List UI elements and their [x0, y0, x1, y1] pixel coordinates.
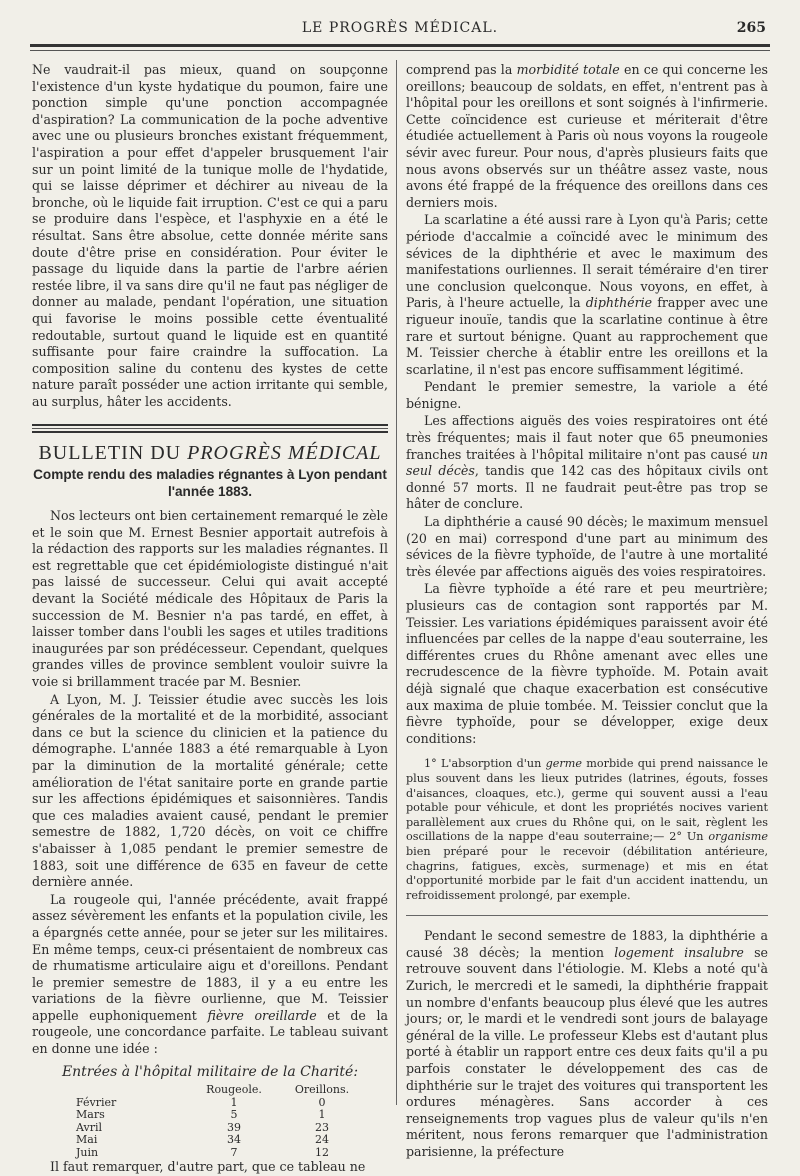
table-row: Février 1 0: [76, 1095, 326, 1109]
paragraph-second-semestre: Pendant le second semestre de 1883, la diphthérie a causé 38 décès; la mention logement insalubre se retrouve souvent dans l'étiologie. M. Klebs a noté qu'à Zurich, le mercredi et le samedi, la diphthérie frappait un nombre d'enfants beaucoup plus élevé que les autres jours; or, le mardi et le vendredi sont jours de balayage général de la ville. Le professeur Klebs est d'autant plus porté à établir un rapport entre ces deux faits qu'il a pu parfois constater le développement des cas de diphthérie sur le trajet des voitures qui transportent les ordures ménagères. Sans accorder à ces renseignements trop vagues plus de valeur qu'ils n'en méritent, nous ferons remarquer que l'administration parisienne, la préfecture: [406, 928, 768, 1159]
right-column: [406, 62, 768, 1161]
page-header: [30, 18, 770, 40]
admissions-table: [72, 1084, 366, 1159]
article-subtitle: Compte rendu des maladies régnantes à Lyon pendant l'année 1883.: [33, 467, 387, 500]
note-separator: [406, 915, 768, 916]
paragraph-morbidite: comprend pas la morbidité totale en ce qui concerne les oreillons; beaucoup de soldats, en effet, n'entrent pas à l'hôpital pour les oreillons et sont soignés à l'infirmerie. Cette coïncidence est curieuse et mériterait d'être étudiée actuellement à Paris où nous voyons la rougeole sévir avec fureur. Pour nous, d'après plusieurs faits que nous avons observés sur un théâtre assez vaste, nous avons été frappé de la fréquence des oreillons dans ces derniers mois.: [406, 62, 768, 210]
page-number: 265: [736, 20, 766, 36]
table-row: Mai 34 24: [76, 1133, 329, 1147]
paragraph-variole: Pendant le premier semestre, la variole a été bénigne.: [406, 379, 768, 411]
bulletin-title: [32, 442, 388, 465]
conditions-note: 1° L'absorption d'un germe morbide qui prend naissance le plus souvent dans les lieux putrides (latrines, égouts, fosses d'aisances, cloaques, etc.), germe qui souvent aussi a l'eau potable pour véhicule, et dont les propriétés nocives varient parallèlement aux crues du Rhône qui, on le sait, règlent les oscillations de la nappe d'eau souterraine;— 2° Un organisme bien préparé pour le recevoir (débilitation antérieure, chagrins, fatigues, excès, surmenage) et mis en état d'opportunité morbide par le fait d'un accident inattendu, un refroidissement prolongé, par exemple.: [406, 757, 768, 902]
paragraph-besnier: Nos lecteurs ont bien certainement remarqué le zèle et le soin que M. Ernest Besnier apportait autrefois à la rédaction des rapports sur les maladies régnantes. Il est regrettable que cet épidémiologiste distingué n'ait pas laissé de successeur. Celui qui avait accepté devant la Société médicale des Hôpitaux de Paris la succession de M. Besnier n'a pas tardé, en effet, à laisser tomber dans l'oubli les sages et utiles traditions inaugurées par son prédécesseur. Cependant, quelques grandes villes de province semblent vouloir suivre la voie si brillamment tracée par M. Besnier.: [32, 508, 389, 689]
column-header-rougeole: Rougeole.: [206, 1083, 262, 1097]
paragraph-typhoide: La fièvre typhoïde a été rare et peu meurtrière; plusieurs cas de contagion sont rapportés par M. Teissier. Les variations épidémiques paraissent avoir été influencées par celles de la nappe d'eau souterraine, les différentes crues du Rhône amenant avec elles une recrudescence de la fièvre typhoïde. M. Potain avait déjà signalé que chaque exacerbation est consécutive aux maxima de pluie tombée. M. Teissier conclut que la fièvre typhoïde, pour se développer, exige deux conditions:: [406, 581, 768, 746]
left-column: [32, 62, 388, 1176]
section-separator: [32, 424, 388, 433]
paragraph-rougeole: La rougeole qui, l'année précédente, avait frappé assez sévèrement les enfants et la population civile, les a épargnés cette année, pour se jeter sur les militaires. En même temps, ceux-ci présentaient de nombreux cas de rhumatisme articulaire aigu et d'oreillons. Pendant le premier semestre de 1883, il y a eu entre les variations de la fièvre ourlienne, que M. Teissier appelle euphoniquement fièvre oreillarde et de la rougeole, une concordance parfaite. Le tableau suivant en donne une idée :: [32, 891, 388, 1057]
header-rule-thick: [30, 44, 770, 47]
paragraph-scarlatine: La scarlatine a été aussi rare à Lyon qu'à Paris; cette période d'accalmie a coïncidé avec le minimum des sévices de la diphthérie et avec le maximum des manifestations ourliennes. Il serait téméraire d'en tirer une conclusion quelconque. Nous voyons, en effet, à Paris, à l'heure actuelle, la diphthérie frapper avec une rigueur inouïe, tandis que la scarlatine continue à être rare et surtout bénigne. Quant au rapprochement que M. Teissier cherche à établir entre les oreillons et la scarlatine, il n'est pas encore suffisamment légitimé.: [406, 212, 768, 377]
paragraph-respiratoires: Les affections aiguës des voies respiratoires ont été très fréquentes; mais il faut noter que 65 pneumonies franches traitées à l'hôpital militaire n'ont pas causé un seul décès, tandis que 142 cas des hôpitaux civils ont donné 57 morts. Il ne faudrait peut-être pas trop se hâter de conclure.: [406, 413, 768, 512]
paragraph-lyon: A Lyon, M. J. Teissier étudie avec succès les lois générales de la mortalité et de la morbidité, associant dans ce but la science du clinicien et la patience du démographe. L'année 1883 a été remarquable à Lyon par la diminution de la mortalité générale; cette amélioration de l'état sanitaire porte en grande partie sur les affections épidémiques et saisonnières. Tandis que ces maladies avaient causé, pendant le premier semestre de 1882, 1,720 décès, on voit ce chiffre s'abaisser à 1,085 pendant le premier semestre de 1883, soit une différence de 635 en faveur de cette dernière année.: [32, 691, 388, 890]
bulletin-journal-name: PROGRÈS MÉDICAL: [187, 442, 382, 465]
column-header-oreillons: Oreillons.: [294, 1083, 350, 1097]
journal-title: LE PROGRÈS MÉDICAL.: [301, 20, 499, 36]
column-divider: [396, 60, 397, 1105]
table-title: Entrées à l'hôpital militaire de la Charité:: [61, 1063, 359, 1080]
table-row: Mars 5 1: [76, 1108, 326, 1122]
bulletin-prefix: BULLETIN DU: [38, 442, 188, 465]
table-row: Juin 7 12: [76, 1145, 329, 1159]
left-top-paragraph: Ne vaudrait-il pas mieux, quand on soupçonne l'existence d'un kyste hydatique du poumon, faire une ponction simple qu'une ponction accompagnée d'aspiration? La communication de la poche adventive avec une ou plusieurs bronches existant fréquemment, l'aspiration a pour effet d'appeler brusquement l'air sur un point limité de la tunique molle de l'hydatide, qui se laisse déprimer et déchirer au niveau de la bronche, où le liquide fait irruption. C'est ce qui a paru se produire dans l'espèce, et l'asphyxie en a été le résultat. Sans être absolue, cette donnée mérite sans doute d'être prise en considération. Pour éviter le passage du liquide dans la partie de l'arbre aérien restée libre, il va sans dire qu'il ne faut pas négliger de donner au malade, pendant l'opération, une situation qui favorise le moins possible cette éventualité redoutable, surtout quand le liquide est en quantité suffisante pour faire craindre la suffocation. La composition saline du contenu des kystes de cette nature paraît posséder une action irritante qui semble, au surplus, hâter les accidents.: [32, 62, 388, 409]
table-row: Avril 39 23: [76, 1120, 329, 1134]
header-rule-thin: [30, 50, 770, 51]
paragraph-continues: Il faut remarquer, d'autre part, que ce tableau ne: [50, 1159, 366, 1175]
paragraph-diphtherie: La diphthérie a causé 90 décès; le maximum mensuel (20 en mai) correspond d'une part au minimum des sévices de la fièvre typhoïde, de l'autre à une mortalité très élevée par affections aiguës des voies respiratoires.: [406, 514, 768, 579]
